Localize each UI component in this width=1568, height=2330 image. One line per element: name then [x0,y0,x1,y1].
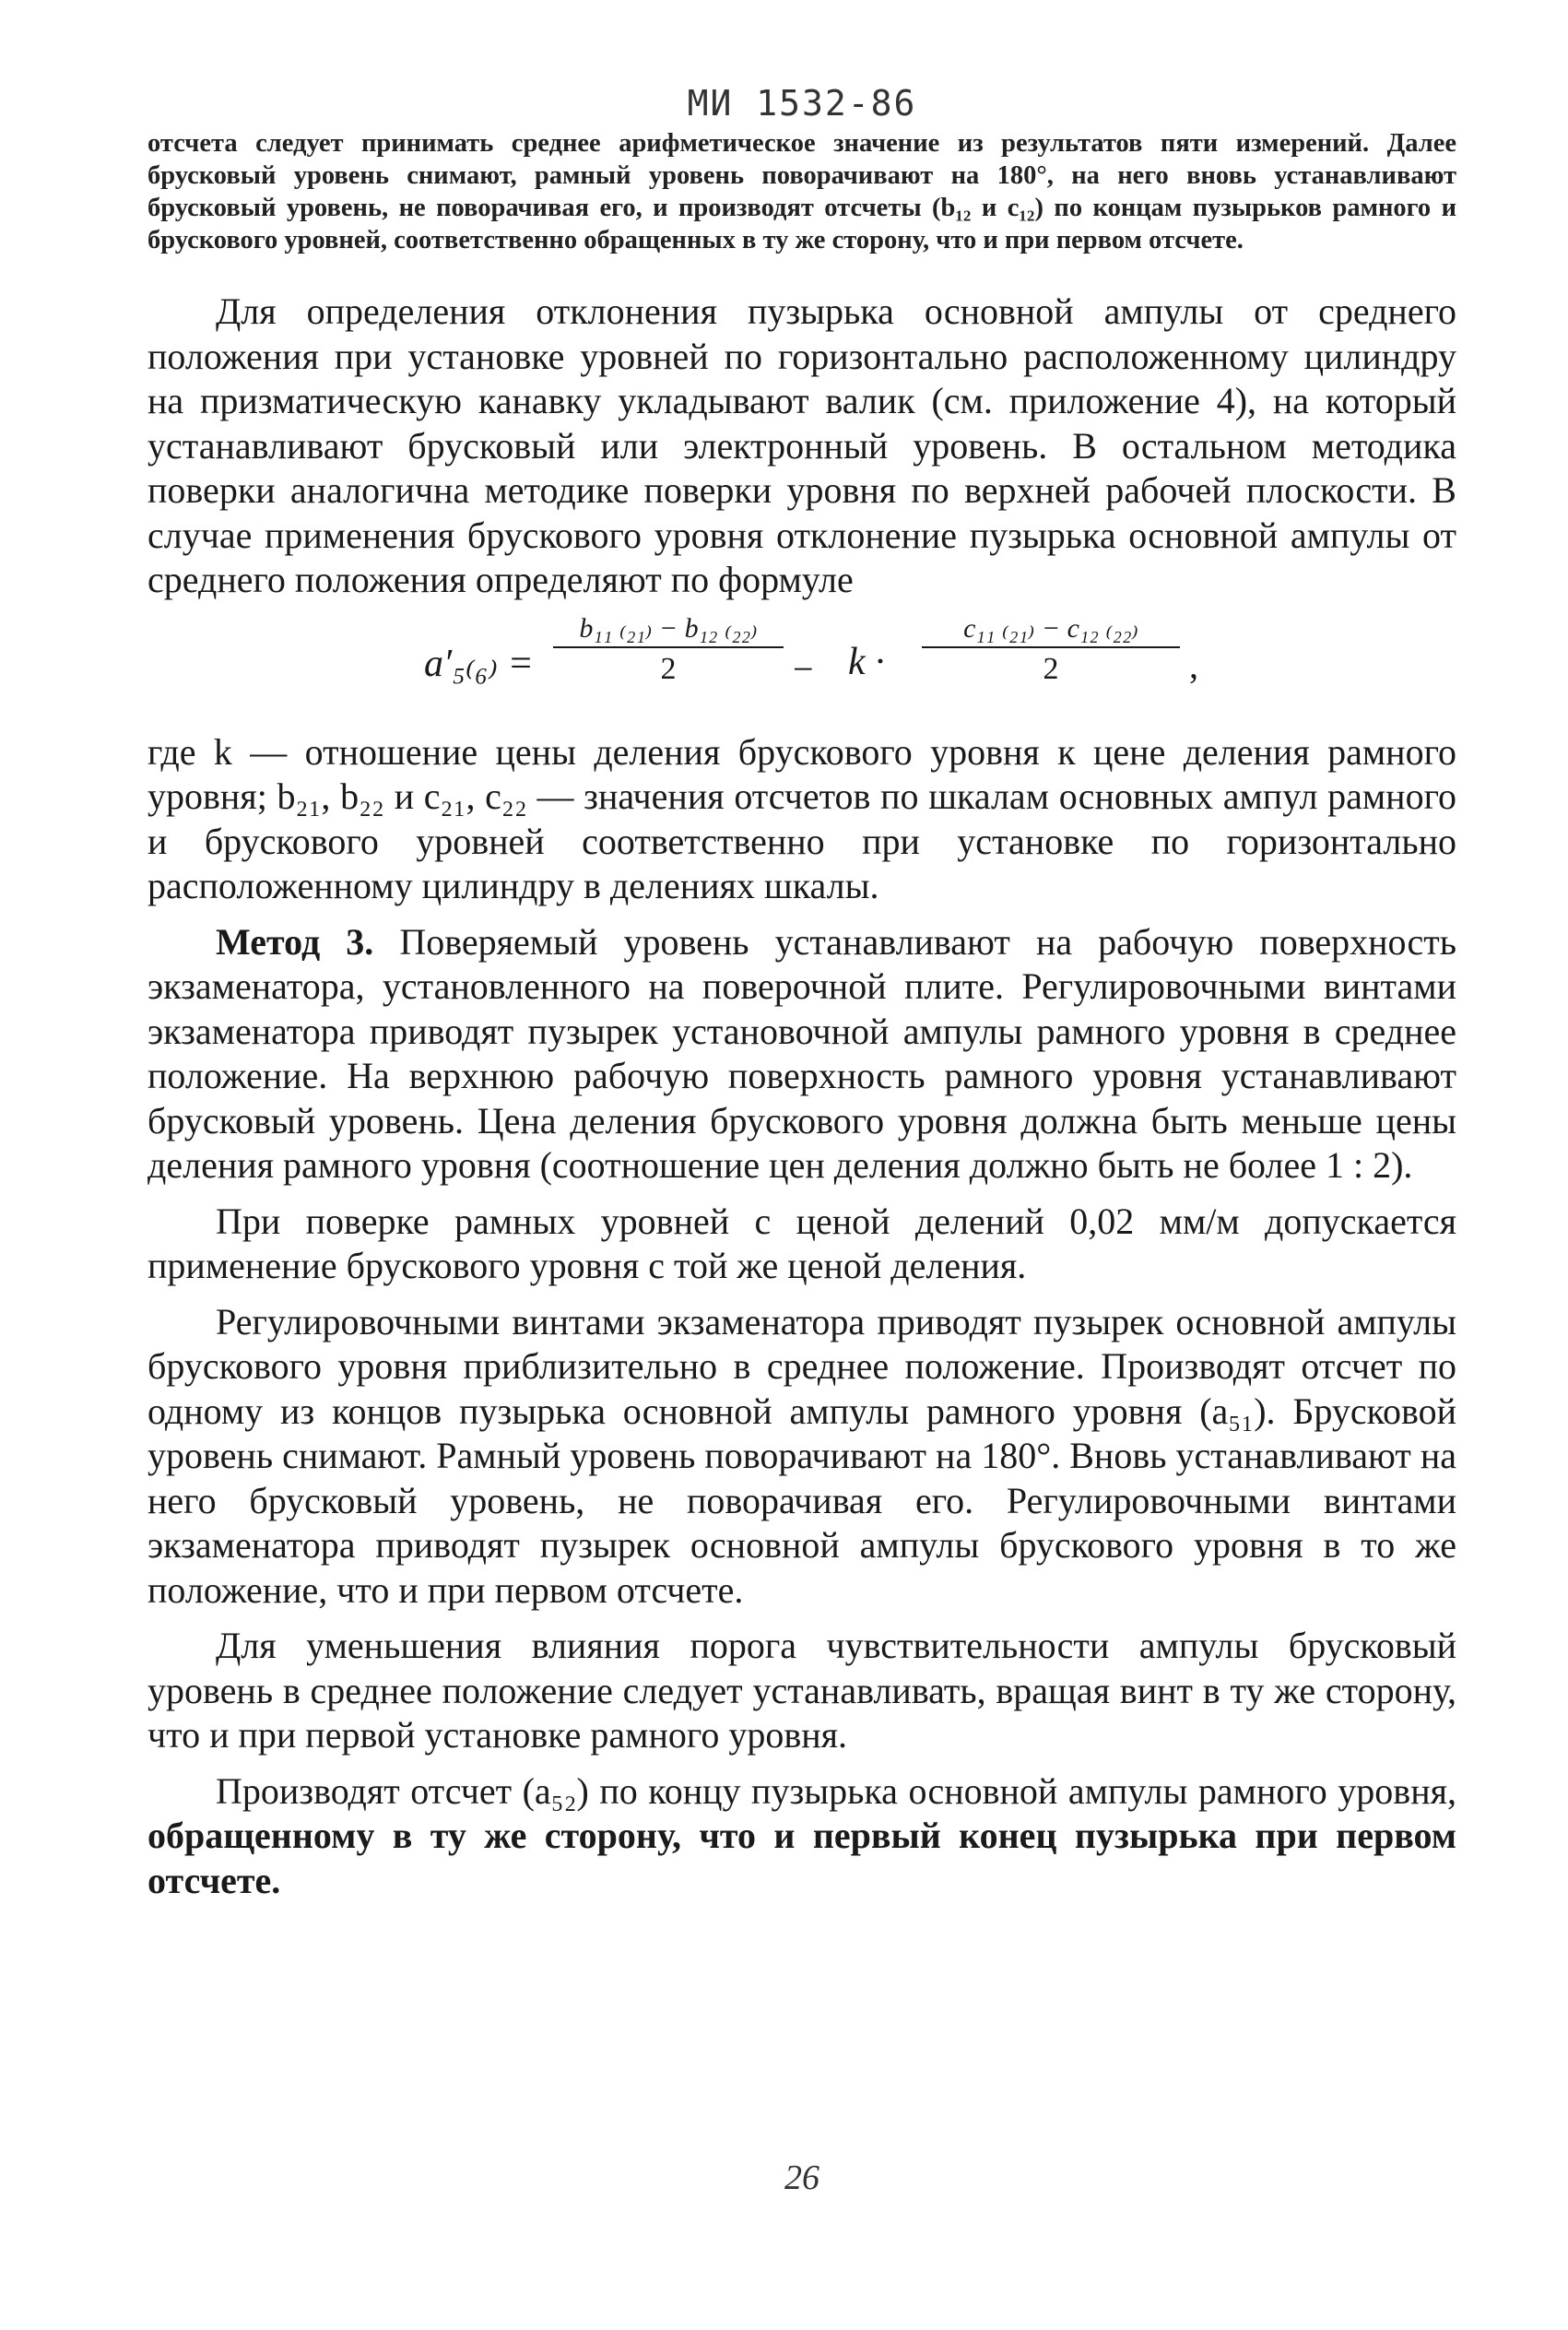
formula-fraction-1-denominator: 2 [660,651,677,686]
formula-comma: , [1189,644,1198,686]
paragraph-7-start: Производят отсчет (a₅₂) по концу пузырька основной ампулы рамного уровня, [216,1769,1456,1812]
paragraph-7-end: обращенному в ту же сторону, что и первый конец пузырька при первом отсчете. [147,1815,1456,1901]
paragraph-3-text: Поверяемый уровень устанавливают на рабочую поверхность экзаменатора, установленного на поверочной плите. Регулировочными винтами экзаменатора приводят пузырек установочной ампулы рамного уровня в среднее положение. На верхнюю рабочую поверхность рамного уровня устанавливают брусковый уровень. Цена деления брускового уровня должна быть меньше цены деления рамного уровня (соотношение цен деления должно быть не более 1 : 2). [147,920,1457,1186]
paragraph-7 [147,1769,1456,1904]
document-header: МИ 1532-86 [687,83,917,124]
paragraph-3 [147,920,1456,1189]
paragraph-5: Регулировочными винтами экзаменатора приводят пузырек основной ампулы брускового уровня приблизительно в среднее положение. Производят отсчет по одному из концов пузырька основной ампулы рамного уровня (a₅₁). Брусковой уровень снимают. Рамный уровень поворачивают на 180°. Вновь устанавливают на него брусковый уровень, не поворачивая его. Регулировочными винтами экзаменатора приводят пузырек основной ампулы брускового уровня в то же положение, что и при первом отсчете. [147,1300,1456,1611]
formula [147,612,1456,714]
formula-fraction-2-denominator: 2 [1043,651,1059,686]
method-3-lead: Метод 3. [216,920,374,963]
formula-minus: − [793,647,814,690]
page-number: 26 [784,2159,819,2197]
paragraph-1: Для определения отклонения пузырька основной ампулы от среднего положения при установке уровней по горизонтально расположенному цилиндру на призматическую канавку укладывают валик (см. приложение 4), на который устанавливают брусковый или электронный уровень. В остальном методика поверки аналогична методике поверки уровня по верхней рабочей плоскости. В случае применения брускового уровня отклонение пузырька основной ампулы от среднего положения определяют по формуле [147,290,1456,600]
paragraph-6: Для уменьшения влияния порога чувствительности ампулы брусковый уровень в среднее положение следует устанавливать, вращая винт в ту же сторону, что и при первой установке рамного уровня. [147,1625,1456,1756]
document-page [147,83,1457,2197]
formula-k: k · [848,640,885,683]
formula-fraction-2-numerator: c₁₁ ₍₂₁₎ − c₁₂ ₍₂₂₎ [922,612,1180,648]
formula-fraction-2 [922,612,1180,687]
paragraph-4: При поверке рамных уровней с ценой делений 0,02 мм/м допускается применение брускового уровня с той же ценой деления. [147,1200,1456,1286]
formula-fraction-1-numerator: b₁₁ ₍₂₁₎ − b₁₂ ₍₂₂₎ [553,612,784,648]
formula-lhs: a′₅₍₆₎ = [424,642,534,685]
intro-paragraph: отсчета следует принимать среднее арифметическое значение из результатов пяти измерений. Далее брусковый уровень снимают, рамный уровень поворачивают на 180°, на него вновь устанавливают брусковый уровень, не поворачивая его, и производят отсчеты (b₁₂ и c₁₂) по концам пузырьков рамного и брускового уровней, соответственно обращенных в ту же сторону, что и при первом отсчете. [147,129,1456,254]
formula-fraction-1 [553,612,784,687]
paragraph-2: где k — отношение цены деления брускового уровня к цене деления рамного уровня; b₂₁, b₂₂ и c₂₁, c₂₂ — значения отсчетов по шкалам основных ампул рамного и брускового уровней соответственно при установке по горизонтально расположенному цилиндру в делениях шкалы. [147,730,1456,906]
